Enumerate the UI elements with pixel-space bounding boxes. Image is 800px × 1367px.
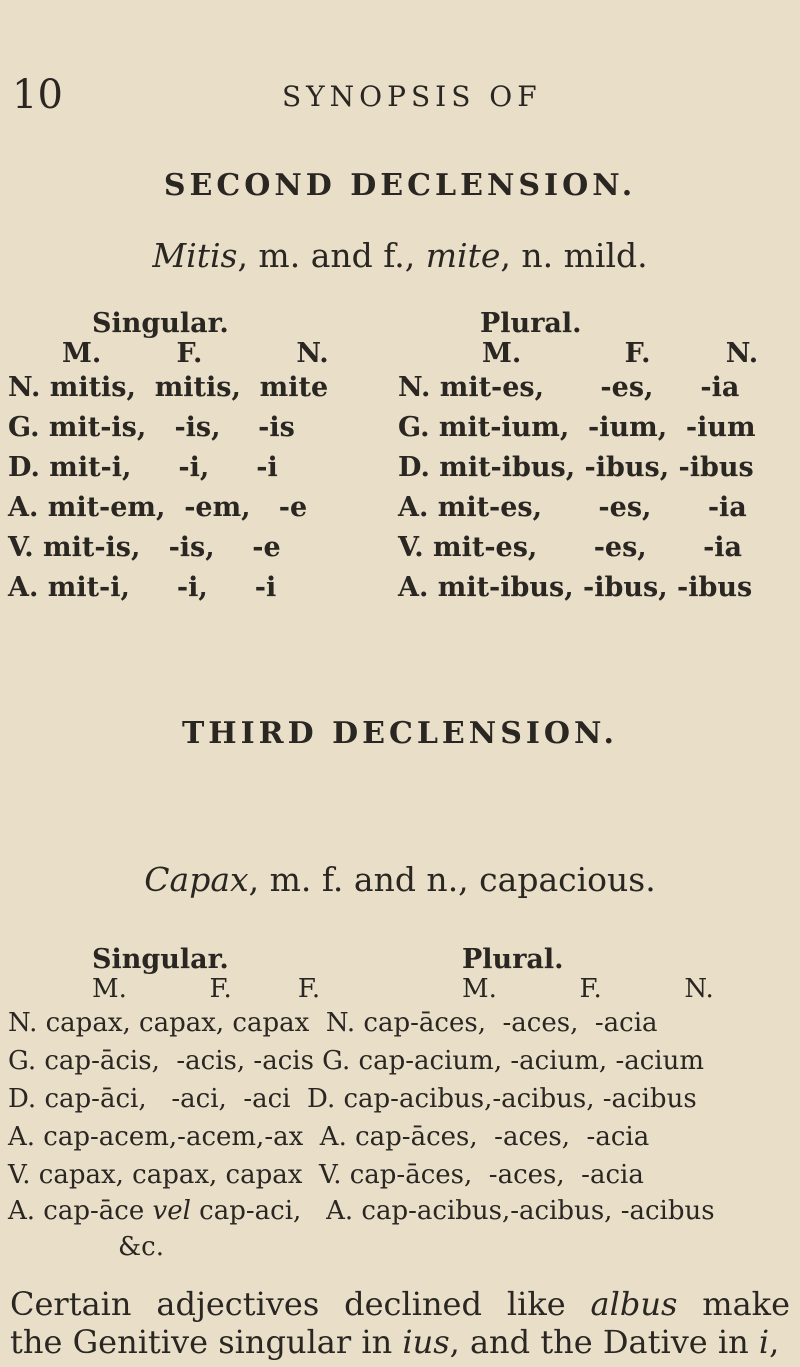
table-row: A. mit-em, -em, -e	[8, 492, 308, 523]
subtitle-word: Capax	[144, 860, 249, 899]
para-text: ,	[769, 1323, 780, 1361]
row-text-italic: vel	[152, 1196, 191, 1226]
para-text: Certain adjectives declined like	[10, 1285, 591, 1323]
para-text: make	[677, 1285, 791, 1323]
table-row: V. capax, capax, capax V. cap-āces, -aces, -acia	[8, 1160, 644, 1190]
table-row: G. mit-is, -is, -is	[8, 412, 295, 443]
para-italic: albus	[590, 1285, 678, 1323]
singular-label: Singular.	[92, 308, 229, 339]
table-row: N. mitis, mitis, mite	[8, 372, 329, 403]
second-declension-subtitle	[0, 236, 800, 275]
plural-gender-header: M. F. N.	[462, 974, 714, 1004]
para-italic: ius	[402, 1323, 450, 1361]
third-declension-subtitle	[0, 860, 800, 899]
paragraph-line	[10, 1320, 790, 1364]
table-row: N. mit-es, -es, -ia	[398, 372, 740, 403]
row-text: cap-aci, A. cap-acibus,-acibus, -acibus	[190, 1196, 715, 1226]
subtitle-word: Mitis	[152, 236, 238, 275]
singular-gender-header: M. F. N.	[62, 338, 329, 369]
table-row: D. cap-āci, -aci, -aci D. cap-acibus,-acibus, -acibus	[8, 1084, 697, 1114]
second-declension-title: SECOND DECLENSION.	[163, 168, 637, 203]
table-row: D. mit-ibus, -ibus, -ibus	[398, 452, 754, 483]
table-row	[8, 1196, 715, 1226]
table-row: N. capax, capax, capax N. cap-āces, -aces, -acia	[8, 1008, 658, 1038]
page-number: 10	[12, 72, 63, 118]
subtitle-text: , m. f. and n., capacious.	[248, 860, 656, 899]
table-row: A. mit-ibus, -ibus, -ibus	[398, 572, 753, 603]
subtitle-word: mite	[425, 236, 501, 275]
row-text: A. cap-āce	[8, 1196, 153, 1226]
singular-gender-header: M. F. F.	[92, 974, 321, 1004]
table-row: G. cap-ācis, -acis, -acis G. cap-acium, -acium, -acium	[8, 1046, 705, 1076]
table-row: V. mit-is, -is, -e	[8, 532, 281, 563]
table-row: A. mit-es, -es, -ia	[398, 492, 747, 523]
para-italic: i	[758, 1323, 770, 1361]
table-row: A. cap-acem,-acem,-ax A. cap-āces, -aces, -acia	[8, 1122, 650, 1152]
subtitle-text: , n. mild.	[500, 236, 648, 275]
plural-label: Plural.	[480, 308, 582, 339]
plural-label: Plural.	[462, 944, 564, 975]
plural-gender-header: M. F. N.	[482, 338, 759, 369]
third-declension-title: THIRD DECLENSION.	[181, 716, 618, 751]
para-text: , and the Dative in	[449, 1323, 759, 1361]
table-row: G. mit-ium, -ium, -ium	[398, 412, 756, 443]
subtitle-text: , m. and f.,	[237, 236, 426, 275]
table-row: V. mit-es, -es, -ia	[398, 532, 743, 563]
table-row: D. mit-i, -i, -i	[8, 452, 278, 483]
singular-label: Singular.	[92, 944, 229, 975]
table-row: A. mit-i, -i, -i	[8, 572, 277, 603]
para-text: the Genitive singular in	[10, 1323, 403, 1361]
running-head: SYNOPSIS OF	[282, 80, 542, 113]
etc-mark: &c.	[118, 1232, 164, 1262]
